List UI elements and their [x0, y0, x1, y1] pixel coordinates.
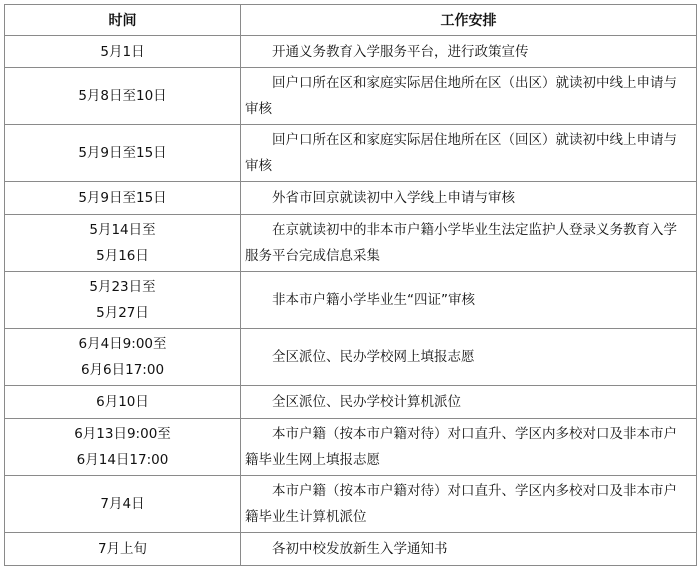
row-time-line: 5月8日至10日 — [78, 88, 167, 104]
row-task — [241, 68, 697, 125]
table-row — [5, 329, 697, 386]
table-row — [5, 182, 697, 215]
row-task-text: 在京就读初中的非本市户籍小学毕业生法定监护人登录义务教育入学服务平台完成信息采集 — [245, 222, 677, 264]
row-time-line: 5月23日至 — [89, 279, 156, 295]
row-time — [5, 533, 241, 566]
row-task-text: 全区派位、民办学校计算机派位 — [272, 394, 461, 410]
row-time-line: 6月6日17:00 — [80, 362, 165, 378]
table-row — [5, 533, 697, 566]
row-time-line: 5月9日至15日 — [78, 145, 167, 161]
row-task — [241, 329, 697, 386]
row-task — [241, 386, 697, 419]
row-time-line: 5月1日 — [100, 43, 145, 60]
row-task — [241, 36, 697, 68]
row-time-line: 5月16日 — [96, 248, 149, 264]
schedule-table — [4, 4, 697, 566]
row-task-text: 全区派位、民办学校网上填报志愿 — [272, 349, 475, 365]
row-time — [5, 386, 241, 419]
row-time — [5, 419, 241, 476]
row-task-text: 本市户籍（按本市户籍对待）对口直升、学区内多校对口及非本市户籍毕业生网上填报志愿 — [245, 426, 677, 468]
row-time-line: 7月4日 — [100, 496, 145, 512]
row-time-line: 6月13日9:00至 — [74, 426, 171, 442]
row-time-line: 6月14日17:00 — [76, 452, 169, 468]
row-task — [241, 272, 697, 329]
row-task-text: 非本市户籍小学毕业生“四证”审核 — [272, 292, 475, 308]
row-time-line: 5月9日至15日 — [78, 190, 167, 206]
row-time — [5, 125, 241, 182]
table-row — [5, 68, 697, 125]
table-header-row — [5, 5, 697, 36]
row-task-text: 回户口所在区和家庭实际居住地所在区（出区）就读初中线上申请与审核 — [245, 75, 677, 117]
row-task-text: 回户口所在区和家庭实际居住地所在区（回区）就读初中线上申请与审核 — [245, 132, 677, 174]
row-task — [241, 476, 697, 533]
table-row — [5, 272, 697, 329]
table-row — [5, 419, 697, 476]
row-time-line: 6月10日 — [96, 394, 149, 410]
row-task — [241, 182, 697, 215]
row-task — [241, 419, 697, 476]
row-time-line: 7月上旬 — [97, 541, 148, 557]
table-row — [5, 125, 697, 182]
row-time — [5, 36, 241, 68]
row-time — [5, 329, 241, 386]
row-task-text: 外省市回京就读初中入学线上申请与审核 — [272, 190, 515, 206]
row-task-text: 本市户籍（按本市户籍对待）对口直升、学区内多校对口及非本市户籍毕业生计算机派位 — [245, 483, 677, 525]
header-time: 时间 — [5, 5, 241, 36]
row-time-line: 5月27日 — [96, 305, 149, 321]
row-time-line: 5月14日至 — [89, 222, 156, 238]
table-row — [5, 386, 697, 419]
header-task: 工作安排 — [241, 5, 697, 36]
row-time — [5, 182, 241, 215]
row-task — [241, 125, 697, 182]
row-time — [5, 476, 241, 533]
row-task — [241, 533, 697, 566]
row-time — [5, 215, 241, 272]
table-row — [5, 476, 697, 533]
row-time-line: 6月4日9:00至 — [78, 336, 167, 352]
table-row — [5, 215, 697, 272]
row-task-text: 各初中校发放新生入学通知书 — [272, 541, 448, 557]
row-task — [241, 215, 697, 272]
row-task-text: 开通义务教育入学服务平台，进行政策宣传 — [272, 43, 529, 60]
table-row — [5, 36, 697, 68]
row-time — [5, 272, 241, 329]
row-time — [5, 68, 241, 125]
